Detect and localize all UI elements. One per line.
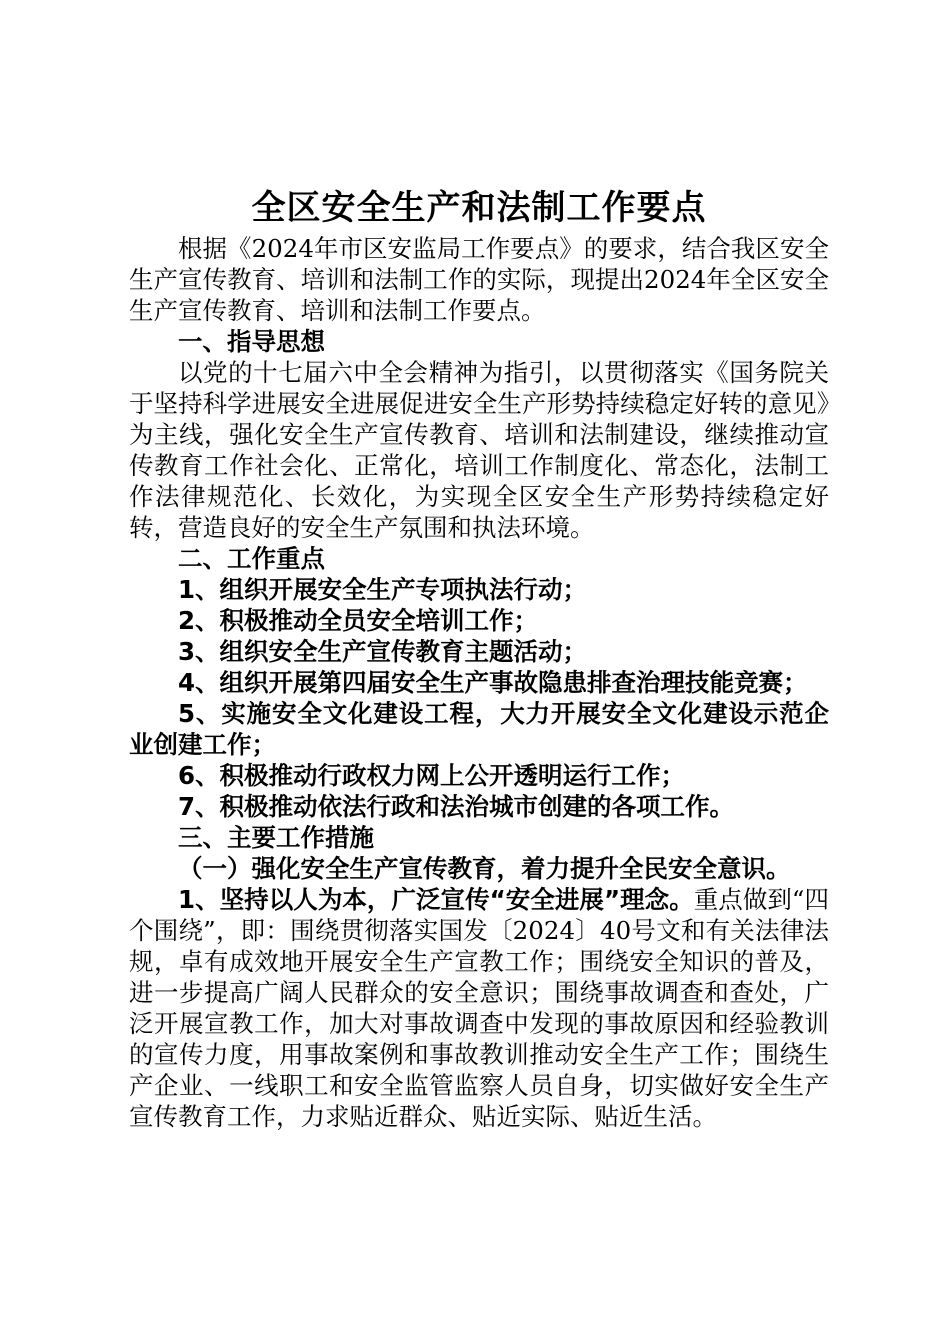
guiding-ideology-paragraph: 以党的十七届六中全会精神为指引，以贯彻落实《国务院关于坚持科学进展安全进展促进安全生产形势持续稳定好转的意见》为主线，强化安全生产宣传教育、培训和法制建设，继续推动宣传教育工作社会化、正常化，培训工作制度化、常态化，法制工作法律规范化、长效化，为实现全区安全生产形势持续稳定好转，营造良好的安全生产氛围和执法环境。 [129, 358, 829, 542]
document-title: 全区安全生产和法制工作要点 [251, 188, 707, 228]
work-focus-item: 7、积极推动依法行政和法治城市创建的各项工作。 [178, 792, 735, 821]
measures-subheading: （一）强化安全生产宣传教育，着力提升全民安全意识。 [178, 854, 791, 883]
measures-point-text: 重点做到“四个围绕”，即：围绕贯彻落实国发〔2024〕40号文和有关法律法规，卓有成效地开展安全生产宣教工作；围绕安全知识的普及，进一步提高广阔人民群众的安全意识；围绕事故调查和查处，广泛开展宣教工作，加大对事故调查中发现的事故原因和经验教训的宣传力度，用事故案例和事故教训推动安全生产工作；围绕生产企业、一线职工和安全监管监察人员自身，切实做好安全生产宣传教育工作，力求贴近群众、贴近实际、贴近生活。 [129, 885, 830, 1131]
measures-point-lead: 1、坚持以人为本，广泛宣传“安全进展”理念。 [178, 885, 694, 914]
measures-point-paragraph [129, 884, 829, 1132]
document-body [129, 233, 829, 1132]
intro-paragraph: 根据《2024年市区安监局工作要点》的要求，结合我区安全生产宣传教育、培训和法制工作的实际，现提出2024年全区安全生产宣传教育、培训和法制工作要点。 [129, 234, 829, 325]
work-focus-item: 3、组织安全生产宣传教育主题活动； [178, 637, 588, 666]
work-focus-item: 6、积极推动行政权力网上公开透明运行工作； [178, 761, 686, 790]
work-focus-item: 5、实施安全文化建设工程，大力开展安全文化建设示范企业创建工作； [129, 699, 829, 759]
work-focus-item: 4、组织开展第四届安全生产事故隐患排查治理技能竞赛； [178, 668, 808, 697]
section-heading-main-measures: 三、主要工作措施 [178, 823, 374, 852]
section-heading-guiding-ideology: 一、指导思想 [178, 327, 325, 356]
work-focus-item: 1、组织开展安全生产专项执法行动； [178, 575, 588, 604]
work-focus-item: 2、积极推动全员安全培训工作； [178, 606, 539, 635]
section-heading-work-focus: 二、工作重点 [178, 544, 325, 573]
